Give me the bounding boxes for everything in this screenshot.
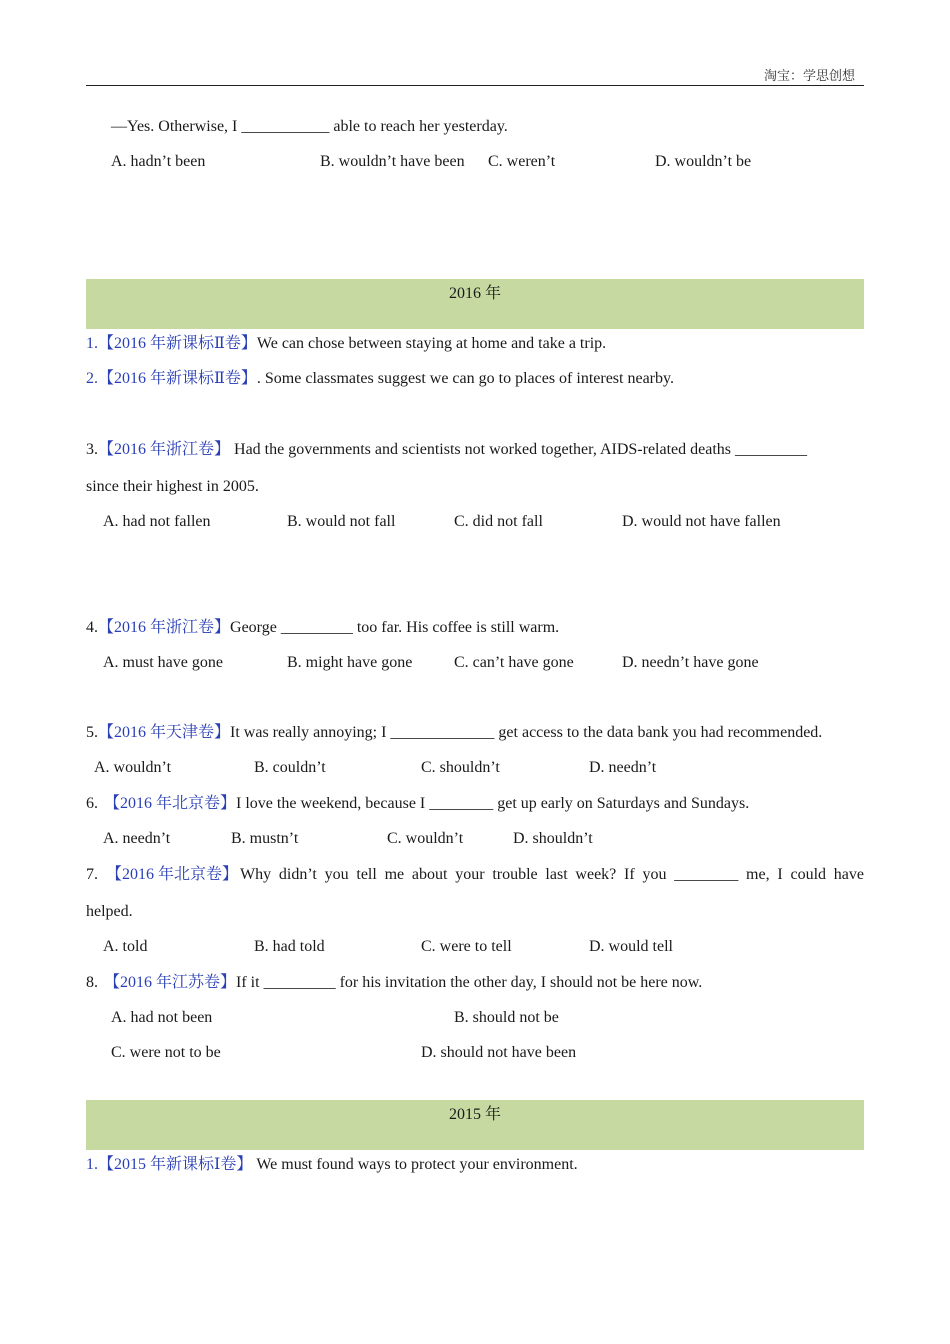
question-2015-1 bbox=[86, 1155, 578, 1175]
question-number: 3. bbox=[86, 441, 98, 458]
option-a: A. had not been bbox=[111, 1009, 213, 1026]
prev-option-c: C. weren’t bbox=[488, 153, 556, 170]
option-a: A. wouldn’t bbox=[94, 759, 172, 776]
option-b: B. mustn’t bbox=[231, 830, 299, 847]
header-rule bbox=[86, 85, 864, 86]
question-text: I love the weekend, because I ________ get up early on Saturdays and Sundays. bbox=[236, 795, 750, 812]
question-number: 8. bbox=[86, 974, 98, 991]
prev-option-b: B. wouldn’t have been bbox=[320, 153, 465, 170]
question-source: 【2016 年浙江卷】 bbox=[98, 441, 231, 458]
question-number: 2. bbox=[86, 370, 98, 387]
option-d: D. would not have fallen bbox=[622, 513, 781, 530]
section-title-2016: 2016 年 bbox=[448, 285, 501, 302]
question-5 bbox=[86, 723, 822, 743]
option-d: D. should not have been bbox=[421, 1044, 577, 1061]
option-c: C. did not fall bbox=[454, 513, 543, 530]
option-b: B. had told bbox=[254, 938, 325, 955]
question-1 bbox=[86, 334, 606, 354]
question-3-continuation: since their highest in 2005. bbox=[86, 478, 259, 495]
question-source: 【2016 年北京卷】 bbox=[106, 866, 239, 883]
option-c: C. wouldn’t bbox=[387, 830, 464, 847]
prev-option-a: A. hadn’t been bbox=[111, 153, 206, 170]
option-a: A. had not fallen bbox=[103, 513, 211, 530]
question-4 bbox=[86, 618, 559, 638]
question-number: 1. bbox=[86, 335, 98, 352]
question-source: 【2016 年新课标Ⅱ卷】 bbox=[98, 370, 257, 387]
question-number: 1. bbox=[86, 1156, 98, 1173]
question-text: We can chose between staying at home and take a trip. bbox=[256, 335, 607, 352]
question-7-continuation: helped. bbox=[86, 903, 133, 920]
option-b: B. would not fall bbox=[287, 513, 396, 530]
question-3 bbox=[86, 440, 807, 460]
question-number: 7. bbox=[86, 866, 98, 883]
question-6 bbox=[86, 794, 749, 814]
option-d: D. shouldn’t bbox=[513, 830, 593, 847]
section-band-2016 bbox=[86, 279, 864, 329]
option-b: B. couldn’t bbox=[254, 759, 326, 776]
question-8 bbox=[86, 973, 702, 993]
option-b: B. might have gone bbox=[287, 654, 413, 671]
question-text: We must found ways to protect your environment. bbox=[252, 1156, 578, 1173]
question-source: 【2016 年北京卷】 bbox=[104, 795, 237, 812]
question-number: 5. bbox=[86, 724, 98, 741]
option-a: A. must have gone bbox=[103, 654, 223, 671]
question-source: 【2016 年浙江卷】 bbox=[98, 619, 231, 636]
question-text: . Some classmates suggest we can go to places of interest nearby. bbox=[256, 370, 674, 387]
header-text: 淘宝：学思创想 bbox=[764, 68, 856, 83]
question-source: 【2016 年天津卷】 bbox=[98, 724, 231, 741]
option-a: A. needn’t bbox=[103, 830, 171, 847]
option-d: D. needn’t have gone bbox=[622, 654, 759, 671]
question-source: 【2016 年江苏卷】 bbox=[104, 974, 237, 991]
option-c: C. were to tell bbox=[421, 938, 512, 955]
section-title-2015: 2015 年 bbox=[448, 1106, 501, 1123]
question-text: Had the governments and scientists not worked together, AIDS-related deaths _________ bbox=[230, 441, 808, 458]
question-number: 4. bbox=[86, 619, 98, 636]
option-c: C. were not to be bbox=[111, 1044, 221, 1061]
question-text: Why didn’t you tell me about your trouble last week? If you ________ me, I could have bbox=[240, 866, 864, 883]
question-text: It was really annoying; I _____________ get access to the data bank you had recommended. bbox=[230, 724, 823, 741]
section-band-2015 bbox=[86, 1100, 864, 1150]
question-7 bbox=[86, 865, 864, 885]
question-2 bbox=[86, 369, 674, 389]
question-source: 【2015 年新课标Ⅰ卷】 bbox=[98, 1156, 253, 1173]
question-text: George _________ too far. His coffee is still warm. bbox=[230, 619, 560, 636]
prev-option-d: D. wouldn’t be bbox=[655, 153, 752, 170]
option-d: D. needn’t bbox=[589, 759, 657, 776]
question-text: If it _________ for his invitation the other day, I should not be here now. bbox=[236, 974, 703, 991]
option-c: C. can’t have gone bbox=[454, 654, 574, 671]
question-source: 【2016 年新课标Ⅱ卷】 bbox=[98, 335, 257, 352]
option-d: D. would tell bbox=[589, 938, 673, 955]
option-c: C. shouldn’t bbox=[421, 759, 500, 776]
option-b: B. should not be bbox=[454, 1009, 559, 1026]
question-number: 6. bbox=[86, 795, 98, 812]
option-a: A. told bbox=[103, 938, 148, 955]
prev-question-line: —Yes. Otherwise, I ___________ able to reach her yesterday. bbox=[111, 118, 508, 135]
